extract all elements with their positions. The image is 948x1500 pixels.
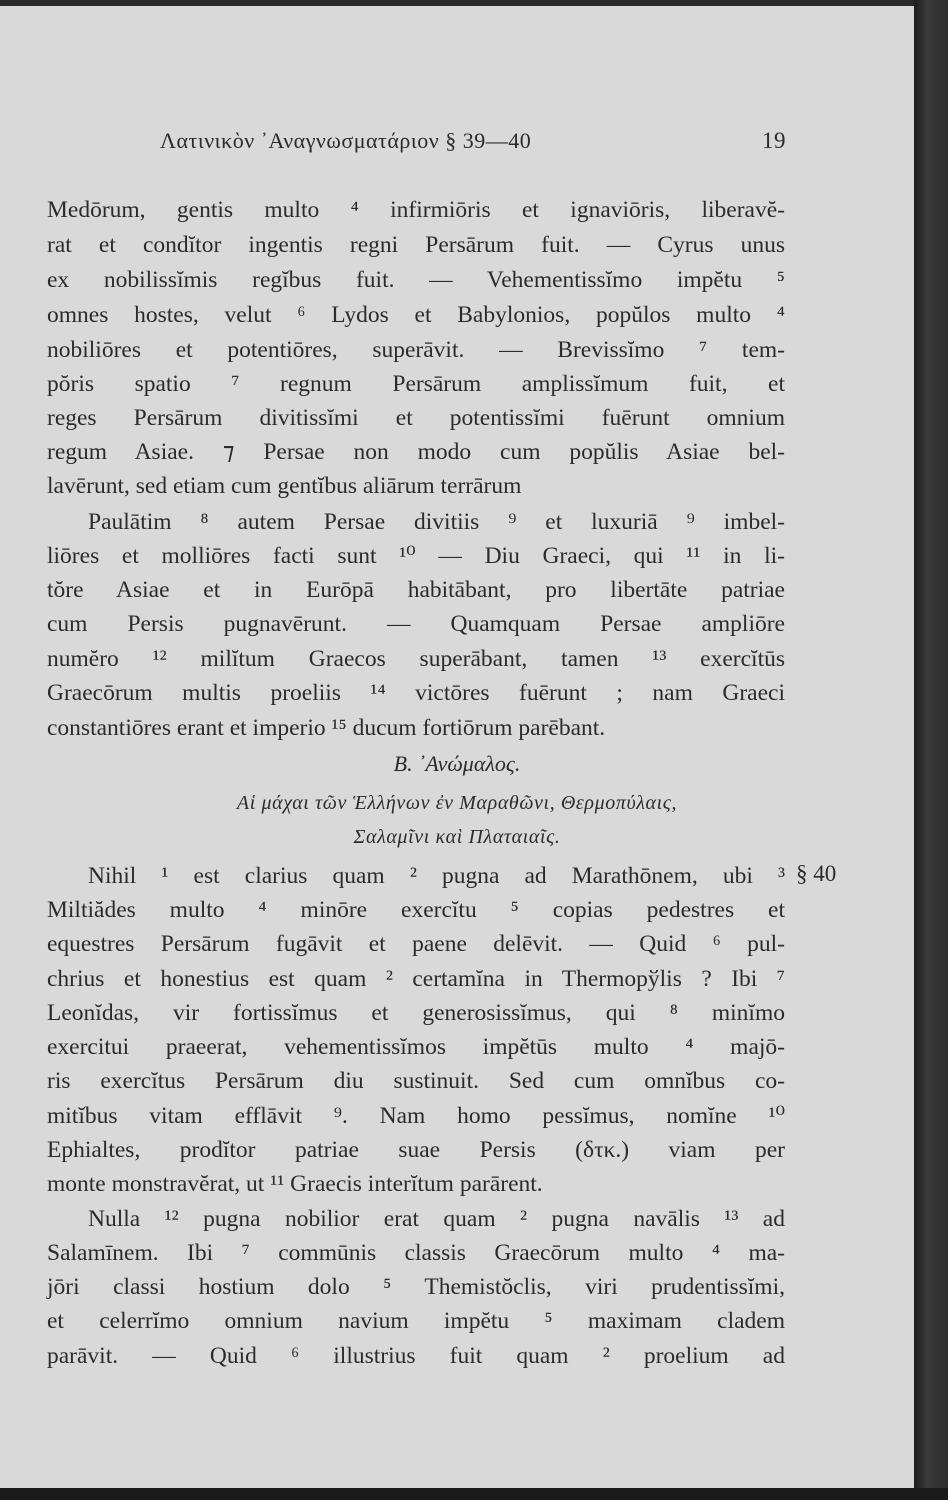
running-header [160, 128, 786, 162]
text-line: equestres Persārum fugāvit et paene delēvit. — Quid ⁶ pul- [47, 931, 785, 957]
text-line: Medōrum, gentis multo ⁴ infirmiōris et ignaviōris, liberavĕ- [47, 197, 785, 223]
text-line: chrius et honestius est quam ² certamĭna in Thermopўlis ? Ibi ⁷ [47, 966, 785, 992]
section-marker: § 40 [796, 861, 837, 886]
text-line: Nihil ¹ est clarius quam ² pugna ad Marathōnem, ubi ³ [88, 863, 785, 889]
text-line: jōri classi hostium dolo ⁵ Themistŏclis, viri prudentissĭmi, [47, 1274, 785, 1300]
text-line: lavērunt, sed etiam cum gentĭbus aliārum terrārum [47, 473, 522, 499]
section-subtitle-line-1: Αἱ μάχαι τῶν Ἑλλήνων ἐν Μαραθῶνι, Θερμοπύλαις, [236, 792, 678, 814]
text-line: Graecōrum multis proeliis ¹⁴ victōres fuērunt ; nam Graeci [47, 680, 785, 706]
text-line: exercitui praeerat, vehementissĭmos impĕtūs multo ⁴ majō- [47, 1034, 785, 1060]
text-line: parāvit. — Quid ⁶ illustrius fuit quam ² proelium ad [47, 1343, 785, 1369]
text-line: Miltiădes multo ⁴ minōre exercĭtu ⁵ copias pedestres et [47, 897, 785, 923]
text-line: Paulātim ⁸ autem Persae divitiis ⁹ et luxuriā ⁹ imbel- [88, 509, 785, 535]
text-line: monte monstravĕrat, ut ¹¹ Graecis interĭtum parārent. [47, 1171, 543, 1197]
page-edge-shadow [914, 0, 948, 1500]
text-line: Nulla ¹² pugna nobilior erat quam ² pugna navālis ¹³ ad [88, 1206, 785, 1232]
text-line: pŏris spatio ⁷ regnum Persārum amplissĭmum fuit, et [47, 371, 785, 397]
text-line: reges Persārum divitissĭmi et potentissĭmi fuērunt omnium [47, 405, 785, 431]
running-title: Λατινικὸν ᾿Αναγνωσματάριον § 39—40 [160, 128, 532, 153]
bottom-edge-shadow [0, 1488, 948, 1500]
book-page [0, 6, 914, 1488]
section-heading: B. ᾿Ανώμαλος. [393, 751, 521, 776]
text-line: et celerrĭmo omnium navium impĕtu ⁵ maximam cladem [47, 1308, 785, 1334]
page-number: 19 [762, 128, 786, 153]
text-line: cum Persis pugnavērunt. — Quamquam Persae ampliōre [47, 611, 785, 637]
text-line: liōres et molliōres facti sunt ¹⁰ — Diu Graeci, qui ¹¹ in li- [47, 543, 785, 569]
text-line: rat et condĭtor ingentis regni Persārum fuit. — Cyrus unus [47, 232, 785, 258]
text-line: omnes hostes, velut ⁶ Lydos et Babylonios, popŭlos multo ⁴ [47, 302, 785, 328]
text-line: constantiōres erant et imperio ¹⁵ ducum fortiōrum parēbant. [47, 715, 606, 741]
text-line: Salamīnem. Ibi ⁷ commūnis classis Graecōrum multo ⁴ ma- [47, 1240, 785, 1266]
text-line: tŏre Asiae et in Eurōpā habitābant, pro libertāte patriae [47, 577, 785, 603]
text-line: ex nobilissĭmis regĭbus fuit. — Vehementissĭmo impĕtu ⁵ [47, 267, 785, 293]
text-line: numĕro ¹² milĭtum Graecos superābant, tamen ¹³ exercĭtūs [47, 646, 785, 672]
text-line: nobiliōres et potentiōres, superāvit. — Brevissĭmo ⁷ tem- [47, 337, 785, 363]
text-line: regum Asiae. ⁊ Persae non modo cum popŭlis Asiae bel- [47, 439, 785, 465]
text-line: ris exercĭtus Persārum diu sustinuit. Sed cum omnĭbus co- [47, 1068, 785, 1094]
text-line: mitĭbus vitam efflāvit ⁹. Nam homo pessĭmus, nomĭne ¹⁰ [47, 1103, 785, 1129]
section-subtitle-line-2: Σαλαμῖνι καὶ Πλαταιαῖς. [353, 826, 561, 848]
text-line: Ephialtes, prodĭtor patriae suae Persis (δτκ.) viam per [47, 1137, 785, 1163]
text-line: Leonĭdas, vir fortissĭmus et generosissĭmus, qui ⁸ minĭmo [47, 1000, 785, 1026]
